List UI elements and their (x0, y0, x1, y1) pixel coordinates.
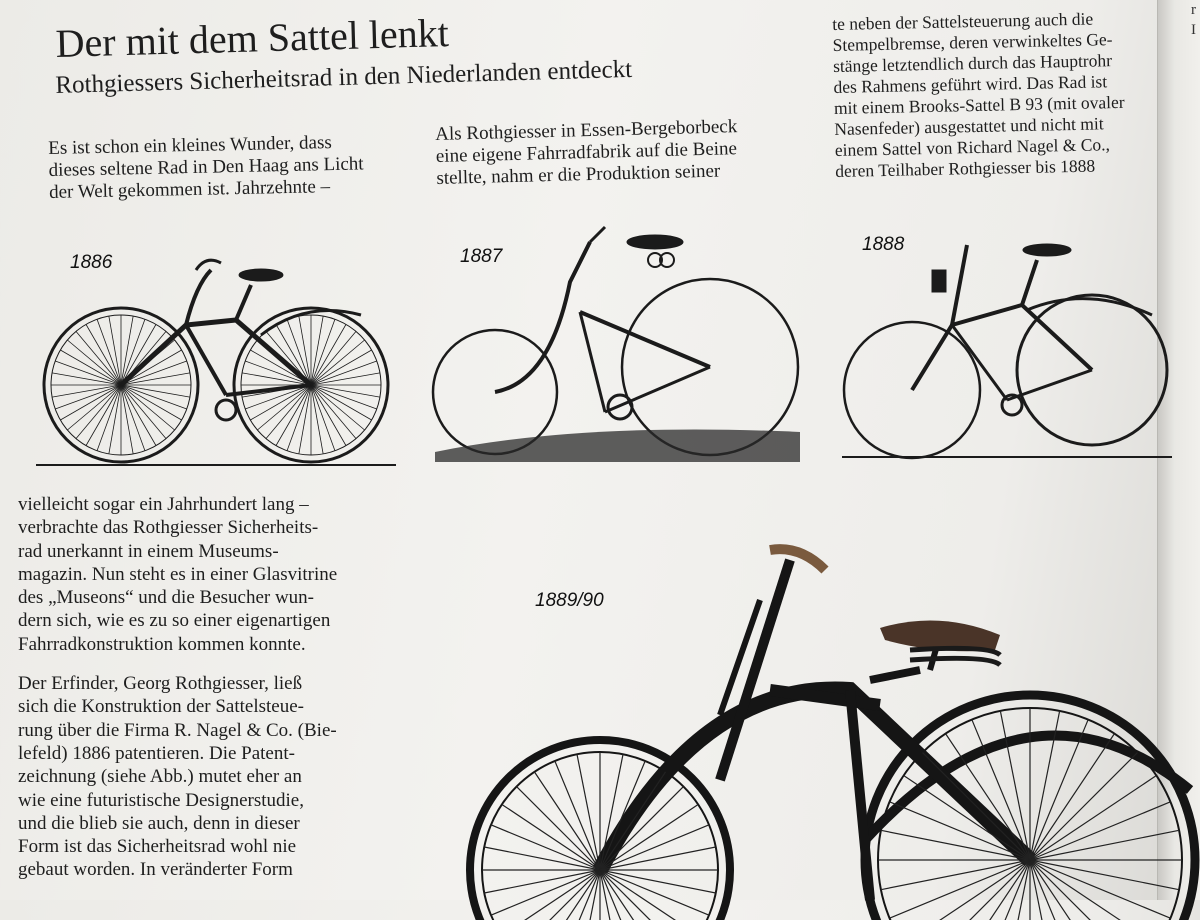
text-line: verbrachte das Rothgiesser Sicherheits- (18, 517, 319, 539)
wheel-spoke (923, 753, 1030, 860)
bicycle-1888-icon (842, 235, 1172, 465)
column-left-top (48, 131, 404, 204)
text-line: einem Sattel von Richard Nagel & Co., (834, 134, 1111, 160)
text-line: des „Museons“ und die Besucher wun- (18, 587, 315, 609)
text-line: vielleicht sogar ein Jahrhundert lang – (18, 494, 309, 515)
column-middle-top (435, 114, 802, 190)
text-line: Form ist das Sicherheitsrad wohl nie (18, 836, 297, 858)
wheel-spoke (517, 787, 600, 870)
figure-year-label: 1887 (460, 246, 503, 267)
bicycle-photo-1889-icon (470, 540, 1190, 920)
text-line: Stempelbremse, deren verwinkeltes Ge- (832, 29, 1113, 55)
column-right-top (832, 8, 1135, 182)
text-line: dieses seltene Rad in Den Haag ans Licht (48, 153, 364, 181)
paragraph (18, 672, 398, 882)
text-line: des Rahmens geführt wird. Das Rad ist (833, 71, 1108, 97)
wheel-spoke (502, 870, 600, 920)
text-line: gebaut worden. In veränderter Form (18, 859, 293, 881)
paragraph (18, 493, 398, 656)
text-line: zeichnung (siehe Abb.) mutet eher an (18, 766, 302, 788)
article-subtitle: Rothgiessers Sicherheitsrad in den Niederlanden entdeckt (55, 55, 633, 99)
column-left-bottom (18, 493, 398, 882)
text-line: stänge letztendlich durch das Hauptrohr (832, 50, 1113, 76)
wheel-spoke (1030, 753, 1137, 860)
wheel-spoke (923, 860, 1030, 920)
text-line: eine eigene Fahrradfabrik auf die Beine (435, 138, 738, 167)
bicycle-1886-icon (36, 255, 396, 485)
bicycle-1887-icon (430, 222, 810, 472)
edge-fragment: r (1191, 2, 1196, 18)
text-line: Nasenfeder) ausgestattet und nicht mit (834, 113, 1104, 139)
text-line: und die blieb sie auch, denn in dieser (18, 812, 300, 834)
wheel-spoke (1000, 860, 1030, 920)
article-title: Der mit dem Sattel lenkt (55, 10, 450, 66)
text-line: lefeld) 1886 patentieren. Die Patent- (18, 742, 295, 764)
text-line: rad unerkannt in einem Museums- (18, 540, 279, 562)
wheel-spoke (600, 870, 683, 920)
wheel-spoke (1030, 860, 1156, 920)
text-line: der Welt gekommen ist. Jahrzehnte – (48, 176, 331, 203)
text-line: Es ist schon ein kleines Wunder, dass (48, 132, 332, 159)
text-line: Fahrradkonstruktion kommen konnte. (18, 633, 306, 655)
text-line: sich die Konstruktion der Sattelsteue- (18, 696, 304, 718)
wheel-spoke (600, 870, 698, 920)
text-line: Als Rothgiesser in Essen-Bergeborbeck (435, 116, 738, 145)
wheel-spoke (1030, 860, 1137, 920)
text-line: deren Teilhaber Rothgiesser bis 1888 (835, 155, 1096, 181)
text-line: Der Erfinder, Georg Rothgiesser, ließ (18, 673, 303, 695)
figure-year-label: 1888 (862, 234, 905, 255)
text-line: dern sich, wie es zu so einer eigenartigen (18, 610, 331, 632)
wheel-spoke (904, 860, 1030, 920)
wheel-spoke (517, 870, 600, 920)
wheel-spoke (1030, 860, 1060, 920)
figure-year-label: 1889/90 (535, 590, 604, 611)
text-line: wie eine futuristische Designerstudie, (18, 789, 304, 811)
text-line: mit einem Brooks-Sattel B 93 (mit ovaler (833, 91, 1125, 118)
text-line: te neben der Sattelsteuerung auch die (832, 8, 1094, 34)
edge-fragment: I (1191, 22, 1196, 38)
text-line: rung über die Firma R. Nagel & Co. (Bie- (18, 719, 337, 741)
text-line: magazin. Nun steht es in einer Glasvitrine (18, 563, 338, 585)
text-line: stellte, nahm er die Produktion seiner (436, 160, 721, 189)
figure-year-label: 1886 (70, 252, 113, 273)
